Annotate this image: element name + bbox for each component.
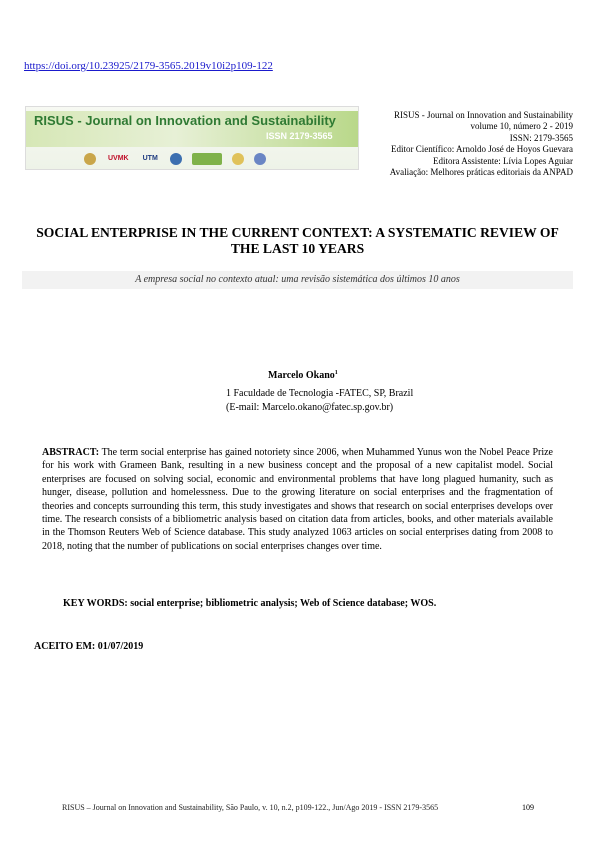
abstract-text: The term social enterprise has gained notoriety since 2006, when Muhammed Yunus won the Nobel Peace Prize for his work with Grameen Bank, resulting in a new business concept and the proposal of a new capitalist model. Social enterprises are focused on solving social, economic and environmental problems that have long plagued humanity, such as hunger, disease, pollution and homelessness. Due to the growing literature on social enterprises and the fragmentation of theories and concepts surrounding this term, this study investigates and shows that research on social enterprises develops over time. The research consists of a bibliometric analysis based on citation data from articles, books, and other materials available in the Thomson Reuters Web of Science database. This study analyzed 1063 articles on social enterprises dating from 2008 to 2018, noting that the number of publications on social enterprises changes over time.	[42, 447, 553, 552]
uvmk-logo: UVMK	[108, 155, 129, 162]
sun-logo-icon	[232, 153, 244, 165]
doi-link[interactable]: https://doi.org/10.23925/2179-3565.2019v10i2p109-122	[24, 60, 273, 72]
journal-info-line: ISSN: 2179-3565	[509, 132, 573, 143]
banner-title: RISUS - Journal on Innovation and Sustainability	[34, 113, 336, 128]
author-superscript: 1	[334, 370, 338, 376]
banner-issn: ISSN 2179-3565	[266, 131, 333, 141]
paper-title-line-1: SOCIAL ENTERPRISE IN THE CURRENT CONTEXT: A SYSTEMATIC REVIEW OF	[36, 225, 559, 240]
university-logo-icon	[84, 153, 96, 165]
utm-logo: UTM	[142, 155, 158, 162]
journal-info-line: Avaliação: Melhores práticas editoriais da ANPAD	[389, 167, 573, 178]
journal-info-line: Editor Científico: Arnoldo José de Hoyos Guevara	[391, 144, 573, 155]
paper-subtitle: A empresa social no contexto atual: uma revisão sistemática dos últimos 10 anos	[135, 274, 460, 285]
journal-info-line: RISUS - Journal on Innovation and Sustainability	[394, 110, 573, 120]
journal-info-line: volume 10, número 2 - 2019	[470, 121, 573, 132]
journal-banner	[25, 106, 359, 170]
abstract-label: ABSTRACT:	[42, 447, 100, 458]
author-name-text: Marcelo Okano	[268, 370, 335, 381]
foundation-logo-icon	[192, 153, 222, 165]
affiliation-line: 1 Faculdade de Tecnologia -FATEC, SP, Brazil	[226, 388, 414, 399]
journal-info-line: Editora Assistente: Lívia Lopes Aguiar	[433, 155, 573, 166]
paper-title	[22, 225, 573, 257]
seal-logo-icon	[170, 153, 182, 165]
journal-info	[390, 110, 573, 178]
paper-title-line-2: THE LAST 10 YEARS	[230, 241, 365, 256]
crest-logo-icon	[254, 153, 266, 165]
page-footer: RISUS – Journal on Innovation and Sustainability, São Paulo, v. 10, n.2, p109-122., Jun/Ago 2019 - ISSN 2179-3565	[62, 803, 439, 812]
author-affiliation	[226, 387, 413, 415]
partner-logos	[84, 151, 354, 167]
affiliation-email: (E-mail: Marcelo.okano@fatec.sp.gov.br)	[226, 402, 394, 413]
accepted-date: ACEITO EM: 01/07/2019	[34, 641, 144, 652]
page-number: 109	[522, 803, 534, 812]
keywords: KEY WORDS: social enterprise; bibliometric analysis; Web of Science database; WOS.	[63, 598, 437, 609]
abstract	[42, 446, 553, 553]
author-name	[268, 370, 338, 381]
